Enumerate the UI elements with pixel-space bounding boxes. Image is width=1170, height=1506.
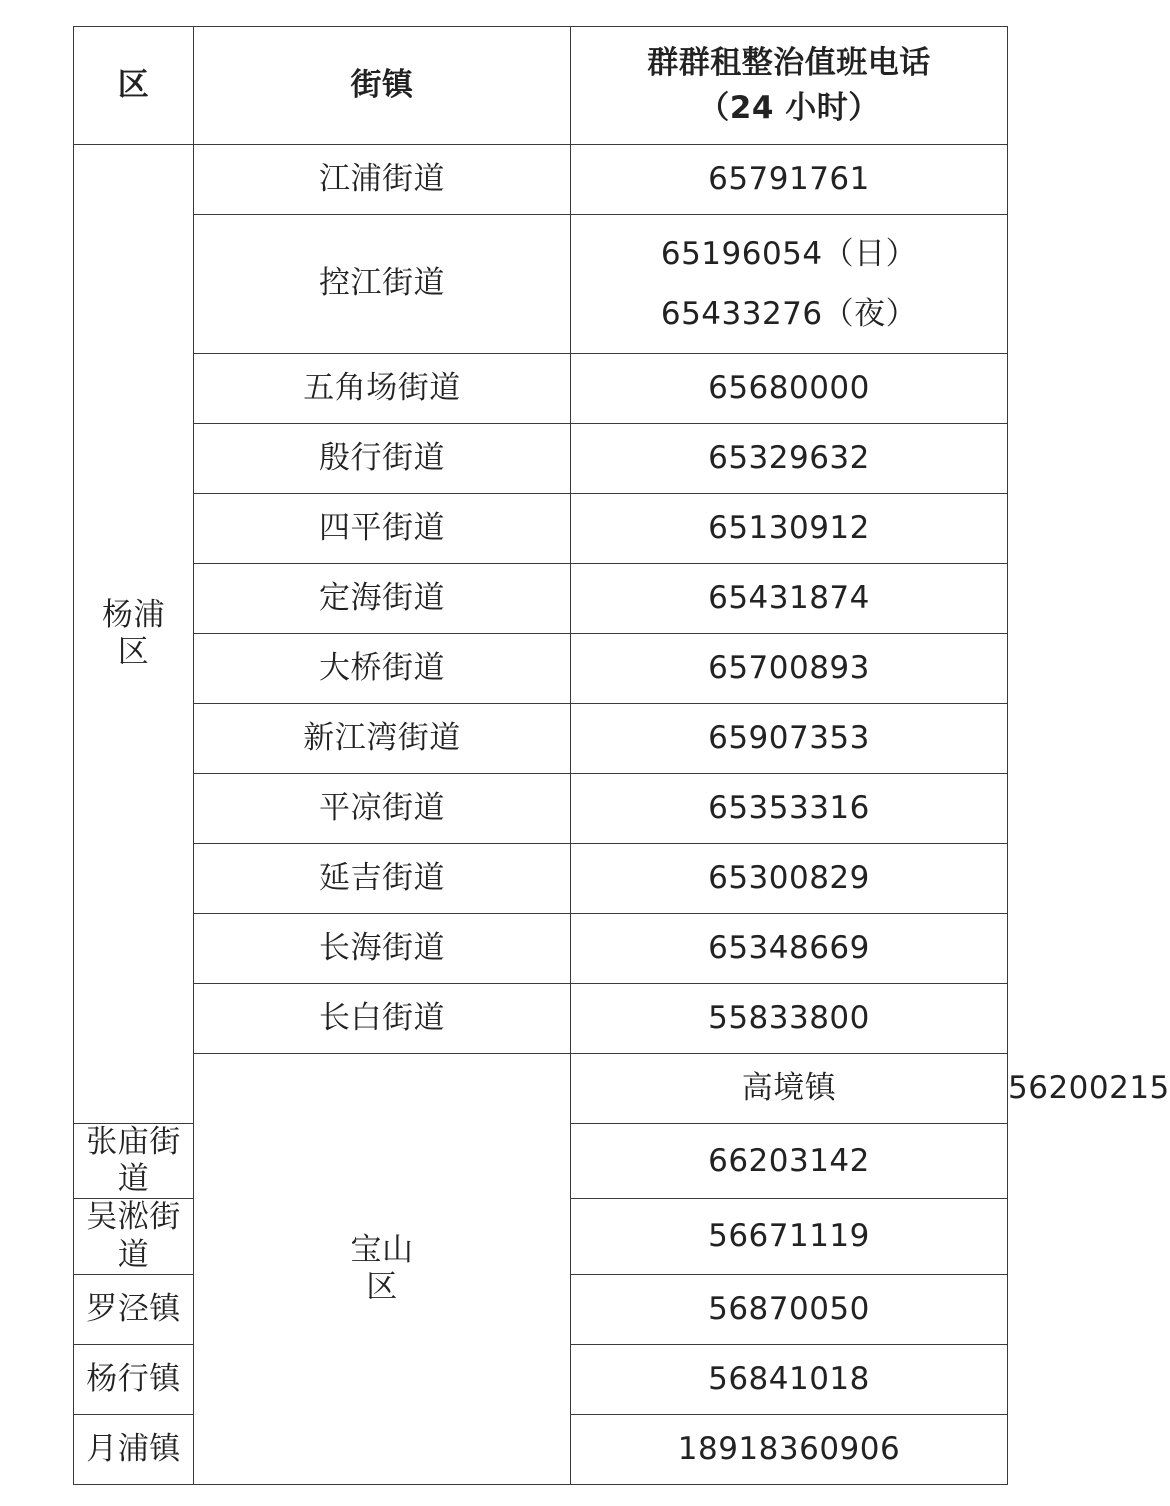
district-name: 杨浦区 xyxy=(102,596,165,670)
street-name: 江浦街道 xyxy=(194,145,571,215)
table-row: 宝山区 高境镇 56200215 xyxy=(74,1054,1008,1124)
street-name: 杨行镇 xyxy=(74,1344,194,1414)
phone-number: 65196054（日）65433276（夜） xyxy=(660,235,918,332)
table-row xyxy=(74,145,1008,215)
phone-number: 65700893 xyxy=(571,634,1008,704)
street-name: 延吉街道 xyxy=(194,844,571,914)
table-row xyxy=(74,634,1008,704)
district-cell-yangpu xyxy=(74,145,194,1124)
table-row xyxy=(74,424,1008,494)
header-phone xyxy=(571,27,1008,145)
street-name: 四平街道 xyxy=(194,494,571,564)
district-name: 宝山区 xyxy=(350,1231,414,1305)
phone-number: 65348669 xyxy=(571,914,1008,984)
phone-number: 65300829 xyxy=(571,844,1008,914)
phone-number: 56671119 xyxy=(571,1199,1008,1274)
table-row xyxy=(74,354,1008,424)
phone-number: 56870050 xyxy=(571,1274,1008,1344)
header-district: 区 xyxy=(74,27,194,145)
phone-number: 65329632 xyxy=(571,424,1008,494)
street-name: 月浦镇 xyxy=(74,1414,194,1484)
phone-number: 56841018 xyxy=(571,1344,1008,1414)
phone-number: 55833800 xyxy=(571,984,1008,1054)
district-cell-baoshan xyxy=(194,1054,571,1485)
phone-number: 65431874 xyxy=(571,564,1008,634)
table-row xyxy=(74,564,1008,634)
street-name: 高境镇 xyxy=(571,1054,1008,1124)
street-name: 平凉街道 xyxy=(194,774,571,844)
table-body xyxy=(74,145,1170,1485)
table-row xyxy=(74,914,1008,984)
street-name: 吴淞街道 xyxy=(74,1199,194,1274)
phone-number: 65680000 xyxy=(571,354,1008,424)
table-row xyxy=(74,494,1008,564)
street-name: 张庙街道 xyxy=(74,1124,194,1199)
phone-number: 18918360906 xyxy=(571,1414,1008,1484)
street-name: 罗泾镇 xyxy=(74,1274,194,1344)
phone-number: 66203142 xyxy=(571,1124,1008,1199)
header-phone-hours: （24 小时） xyxy=(698,89,880,126)
table-row xyxy=(74,984,1008,1054)
street-name: 大桥街道 xyxy=(194,634,571,704)
table-header-row xyxy=(74,27,1008,145)
street-name: 新江湾街道 xyxy=(194,704,571,774)
table-row xyxy=(74,774,1008,844)
street-name: 长白街道 xyxy=(194,984,571,1054)
street-name: 五角场街道 xyxy=(194,354,571,424)
street-name: 定海街道 xyxy=(194,564,571,634)
header-phone-title: 群群租整治值班电话 xyxy=(647,45,931,82)
table-row xyxy=(74,704,1008,774)
street-name: 殷行街道 xyxy=(194,424,571,494)
phone-number: 65130912 xyxy=(571,494,1008,564)
street-name: 控江街道 xyxy=(194,215,571,354)
phone-number: 65353316 xyxy=(571,774,1008,844)
header-street: 街镇 xyxy=(194,27,571,145)
table-row xyxy=(74,215,1008,354)
phone-number-cell xyxy=(571,215,1008,354)
phone-number: 65907353 xyxy=(571,704,1008,774)
table-row xyxy=(74,844,1008,914)
duty-phone-table xyxy=(73,26,1170,1485)
street-name: 长海街道 xyxy=(194,914,571,984)
phone-number: 65791761 xyxy=(571,145,1008,215)
